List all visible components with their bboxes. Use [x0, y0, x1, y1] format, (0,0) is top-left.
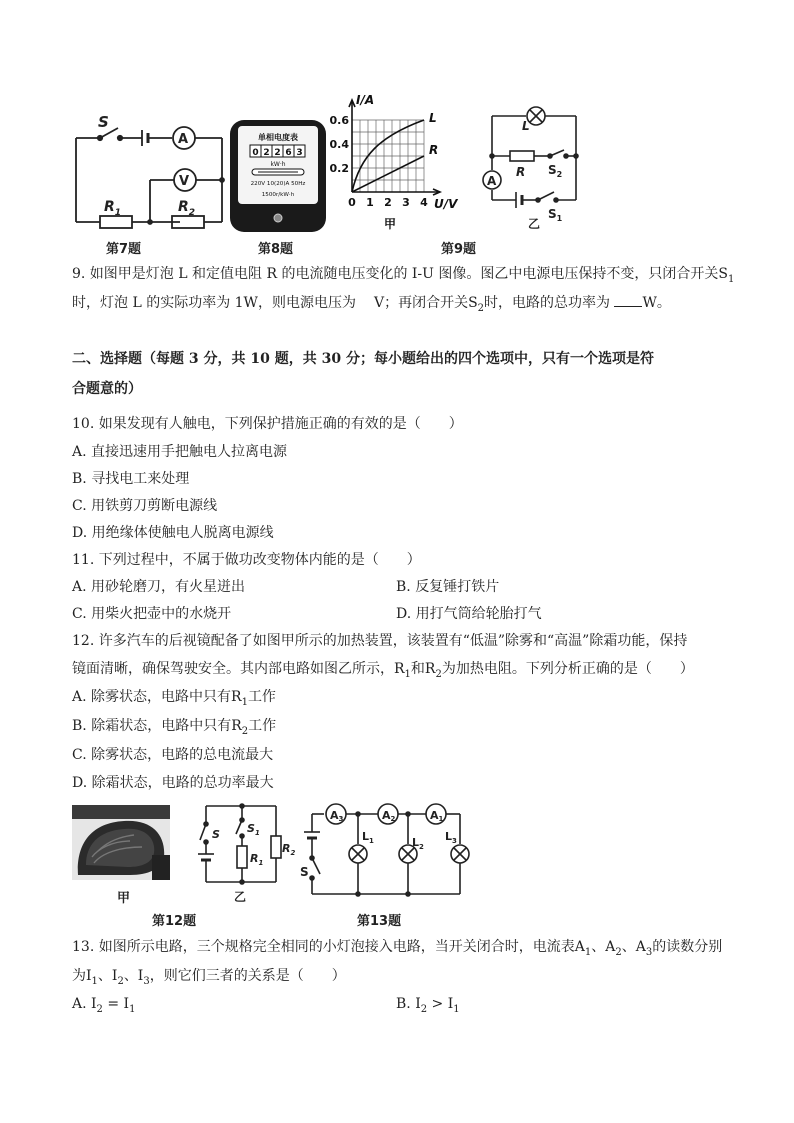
q11-option-a: A. 用砂轮磨刀，有火星迸出	[72, 579, 246, 595]
fig7-ammeter-label: A	[178, 132, 189, 147]
fig13-a2-label: A2	[382, 809, 396, 823]
figure-13-caption: 第13题	[357, 914, 402, 929]
fig9-y-axis-label: I/A	[356, 93, 375, 107]
fig13-s-label: S	[300, 865, 309, 879]
q10-stem: 10. 如果发现有人触电，下列保护措施正确的有效的是（ ）	[72, 416, 463, 432]
figure-12-caption: 第12题	[152, 914, 197, 929]
figure-13-circuit	[300, 800, 470, 905]
fig12-r2-label: $R_2$	[282, 842, 296, 857]
fig9-lamp-label: L	[522, 119, 530, 133]
fig12-r1-label: $R_1$	[250, 852, 264, 867]
fig13-a3-label: A3	[330, 809, 344, 823]
fig8-meter-title: 单相电度表	[258, 133, 298, 142]
q10-option-d: D. 用绝缘体使触电人脱离电源线	[72, 525, 274, 541]
fig7-r1-label: $R_1$	[104, 199, 122, 218]
fig9-s2-label: $S_2$	[548, 163, 563, 179]
figure-12-mirror-photo	[72, 805, 170, 880]
fig13-a1-label: A1	[430, 809, 444, 823]
fig9-x-tick-1: 1	[366, 196, 374, 209]
fig9-resistor-label: R	[516, 165, 526, 179]
fig8-rate: 1500r/kW·h	[261, 192, 295, 198]
fig9-s1-label: $S_1$	[548, 207, 563, 223]
q11-option-b: B. 反复锤打铁片	[396, 579, 500, 595]
fig8-unit: kW·h	[270, 161, 286, 168]
q11-option-c: C. 用柴火把壶中的水烧开	[72, 606, 232, 622]
fig12-s-label: S	[212, 828, 220, 841]
fig8-screw	[274, 214, 282, 222]
fig9-curve-r-label: R	[429, 143, 439, 157]
q10-option-c: C. 用铁剪刀剪断电源线	[72, 498, 218, 514]
fig13-l2-label: $L_2$	[412, 836, 424, 851]
q11-stem: 11. 下列过程中，不属于做功改变物体内能的是（ ）	[72, 552, 421, 568]
fig13-l3-label: $L_3$	[445, 830, 457, 845]
section-2-heading-line-1: 二、选择题（每题 3 分，共 10 题，共 30 分；每小题给出的四个选项中，只有一个选项是符	[72, 351, 654, 367]
fig7-voltmeter-label: V	[179, 174, 190, 189]
fig8-digit-2: 2	[274, 148, 281, 158]
fig9-y-tick-04: 0.4	[329, 138, 349, 151]
fig9-ammeter-label: A	[487, 174, 497, 188]
fig12-s1-label: $S_1$	[247, 822, 260, 837]
fig7-r2-label: $R_2$	[178, 199, 196, 218]
q11-option-d: D. 用打气筒给轮胎打气	[396, 606, 542, 622]
fig8-digit-0: 0	[252, 148, 259, 158]
fig9-y-tick-06: 0.6	[329, 114, 349, 127]
fig13-l1-label: $L_1$	[362, 830, 374, 845]
q13-option-a: A. $I_2 = I_1$	[72, 996, 136, 1015]
fig9-x-tick-4: 4	[420, 196, 428, 209]
q9-line-2: 时，灯泡 L 的实际功率为 1W，则电源电压为 V；再闭合开关$S_2$时，电路的总功率为 W。	[72, 295, 671, 314]
fig9-x-tick-2: 2	[384, 196, 392, 209]
figure-8-caption: 第8题	[258, 242, 294, 257]
figure-12-circuit	[192, 800, 302, 905]
q12-option-c: C. 除雾状态，电路的总电流最大	[72, 747, 274, 763]
figure-9-iu-graph	[329, 92, 460, 232]
fig8-digit-3: 6	[285, 148, 292, 158]
fig9-circuit-label: 乙	[528, 217, 541, 231]
q12-line-1: 12. 许多汽车的后视镜配备了如图甲所示的加热装置，该装置有“低温”除雾和“高温”除霜功能，保持	[72, 633, 688, 649]
fig12-circuit-label: 乙	[234, 890, 247, 904]
fig8-spec: 220V 10(20)A 50Hz	[250, 181, 306, 187]
q13-line-2: 为$I_1$、$I_2$、$I_3$，则它们三者的关系是（ ）	[72, 968, 346, 987]
fig9-y-tick-02: 0.2	[329, 162, 349, 175]
fig9-line-r	[352, 156, 424, 192]
q13-option-b: B. $I_2 > I_1$	[396, 996, 460, 1015]
fig9-graph-label: 甲	[384, 217, 397, 231]
figure-7-circuit	[70, 108, 230, 233]
q12-option-b: B. 除霜状态，电路中只有$R_2$工作	[72, 718, 277, 737]
figure-8-electricity-meter	[228, 118, 328, 234]
q13-line-1: 13. 如图所示电路，三个规格完全相同的小灯泡接入电路，当开关闭合时，电流表$A_1$、$A_2$、$A_3$的读数分别	[72, 939, 723, 958]
figure-7-caption: 第7题	[106, 242, 142, 257]
fig9-x-tick-0: 0	[348, 196, 356, 209]
fig9-curve-l-label: L	[429, 111, 437, 125]
fig9-x-tick-3: 3	[402, 196, 410, 209]
figure-9-caption: 第9题	[441, 242, 477, 257]
fig9-x-axis-label: U/V	[434, 197, 458, 211]
fig8-digit-1: 2	[263, 148, 270, 158]
q12-line-2: 镜面清晰，确保驾驶安全。其内部电路如图乙所示，$R_1$和$R_2$为加热电阻。下列分析正确的是（ ）	[72, 661, 694, 680]
q12-option-a: A. 除雾状态，电路中只有$R_1$工作	[72, 689, 276, 708]
section-2-heading-line-2: 合题意的）	[72, 381, 142, 397]
q10-option-a: A. 直接迅速用手把触电人拉离电源	[72, 444, 288, 460]
figure-9-circuit	[470, 100, 585, 230]
q10-option-b: B. 寻找电工来处理	[72, 471, 190, 487]
fig8-digit-4: 3	[296, 148, 303, 158]
q9-line-1: 9. 如图甲是灯泡 L 和定值电阻 R 的电流随电压变化的 I-U 图像。图乙中电源电压保持不变，只闭合开关$S_1$	[72, 266, 735, 285]
figure-12-photo-label: 甲	[117, 891, 131, 906]
fig7-switch-label: S	[98, 113, 109, 131]
q12-option-d: D. 除霜状态，电路的总功率最大	[72, 775, 274, 791]
q9-answer-blank	[614, 294, 642, 307]
